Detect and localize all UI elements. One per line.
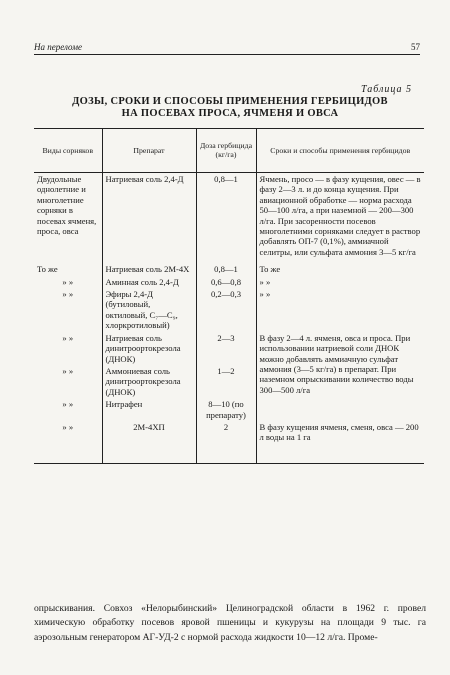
table-row (34, 332, 424, 365)
cell-preparation: Эфиры 2,4-Д (бутиловый, октиловый, С₇—С₉, хлоркротиловый) (102, 288, 196, 332)
cell-weeds: » » (62, 399, 74, 410)
cell-dose: 8—10 (по препарату) (196, 398, 256, 421)
table-row (34, 421, 424, 464)
cell-method: » » (256, 276, 424, 288)
cell-dose: 2 (196, 421, 256, 464)
cell-weeds: » » (62, 332, 74, 343)
table-row (34, 173, 424, 259)
cell-weeds: Двудольные однолетние и многолетние сорняки в посевах ячменя, проса, овса (37, 174, 97, 237)
header-method: Сроки и способы применения гербицидов (256, 129, 424, 173)
cell-method: » » (256, 288, 424, 332)
cell-dose: 1—2 (196, 365, 256, 398)
cell-preparation: Аммониевая соль динитроортокрезола (ДНОК) (102, 365, 196, 398)
table-row (34, 258, 424, 275)
cell-dose: 0,8—1 (196, 173, 256, 259)
table-header-row (34, 129, 424, 173)
cell-preparation: Натриевая соль динитроортокрезола (ДНОК) (102, 332, 196, 365)
cell-method: В фазу кущения ячменя, сменя, овса — 200 л воды на 1 га (256, 421, 424, 464)
cell-preparation: Натриевая соль 2,4-Д (102, 173, 196, 259)
table-title-line-2: НА ПОСЕВАХ ПРОСА, ЯЧМЕНЯ И ОВСА (121, 108, 339, 119)
cell-weeds: » » (62, 289, 74, 300)
table-label: Таблица 5 (361, 84, 412, 95)
table-title-line-1: ДОЗЫ, СРОКИ И СПОСОБЫ ПРИМЕНЕНИЯ ГЕРБИЦИДОВ (72, 96, 388, 107)
cell-method: В фазу 2—4 л. ячменя, овса и проса. При использовании натриевой соли ДНОК можно добавлять аммиачную сульфат аммония (3—5 кг/га) в препарат. При наземном опрыскивании количество воды 300—500 л/га (256, 332, 424, 421)
cell-preparation: Натриевая соль 2М-4Х (102, 258, 196, 275)
header-preparation: Препарат (102, 129, 196, 173)
header-weeds: Виды сорняков (34, 129, 102, 173)
cell-preparation: Аминная соль 2,4-Д (102, 276, 196, 288)
body-text: опрыскивания. Совхоз «Нелорыбинский» Целиноградской области в 1962 г. провел химическую обработку посевов яровой пшеницы и кукурузы на площади 9 тыс. га аэрозольным генератором АГ-УД-2 с нормой расхода жидкости 10—12 л/га. Проме- (34, 603, 426, 643)
page-number: 57 (411, 42, 420, 52)
cell-weeds: » » (34, 421, 102, 464)
table-row (34, 288, 424, 332)
cell-dose: 2—3 (196, 332, 256, 365)
table-row (34, 276, 424, 288)
cell-dose: 0,6—0,8 (196, 276, 256, 288)
running-header-title: На переломе (34, 42, 82, 52)
running-header (34, 42, 420, 55)
cell-dose: 0,2—0,3 (196, 288, 256, 332)
header-dose: Доза гербицида (кг/га) (196, 129, 256, 173)
cell-preparation: Нитрафен (102, 398, 196, 421)
cell-method: То же (256, 258, 424, 275)
cell-weeds: » » (62, 276, 74, 287)
cell-method: Ячмень, просо — в фазу кущения, овес — в фазу 2—3 л. и до конца кущения. При авиационной обработке — норма расхода 50—100 л/га, а при наземной — 200—300 л/га. При засоренности посевов многолетними сорняками следует в раствор добавлять ОП-7 (0,1%), аммиачной селитры, или сульфата аммония 3—5 кг/га (256, 173, 424, 259)
cell-dose: 0,8—1 (196, 258, 256, 275)
herbicide-table (34, 128, 424, 464)
cell-weeds: То же (37, 264, 58, 275)
cell-preparation: 2М-4ХП (102, 421, 196, 464)
cell-weeds: » » (62, 365, 74, 376)
